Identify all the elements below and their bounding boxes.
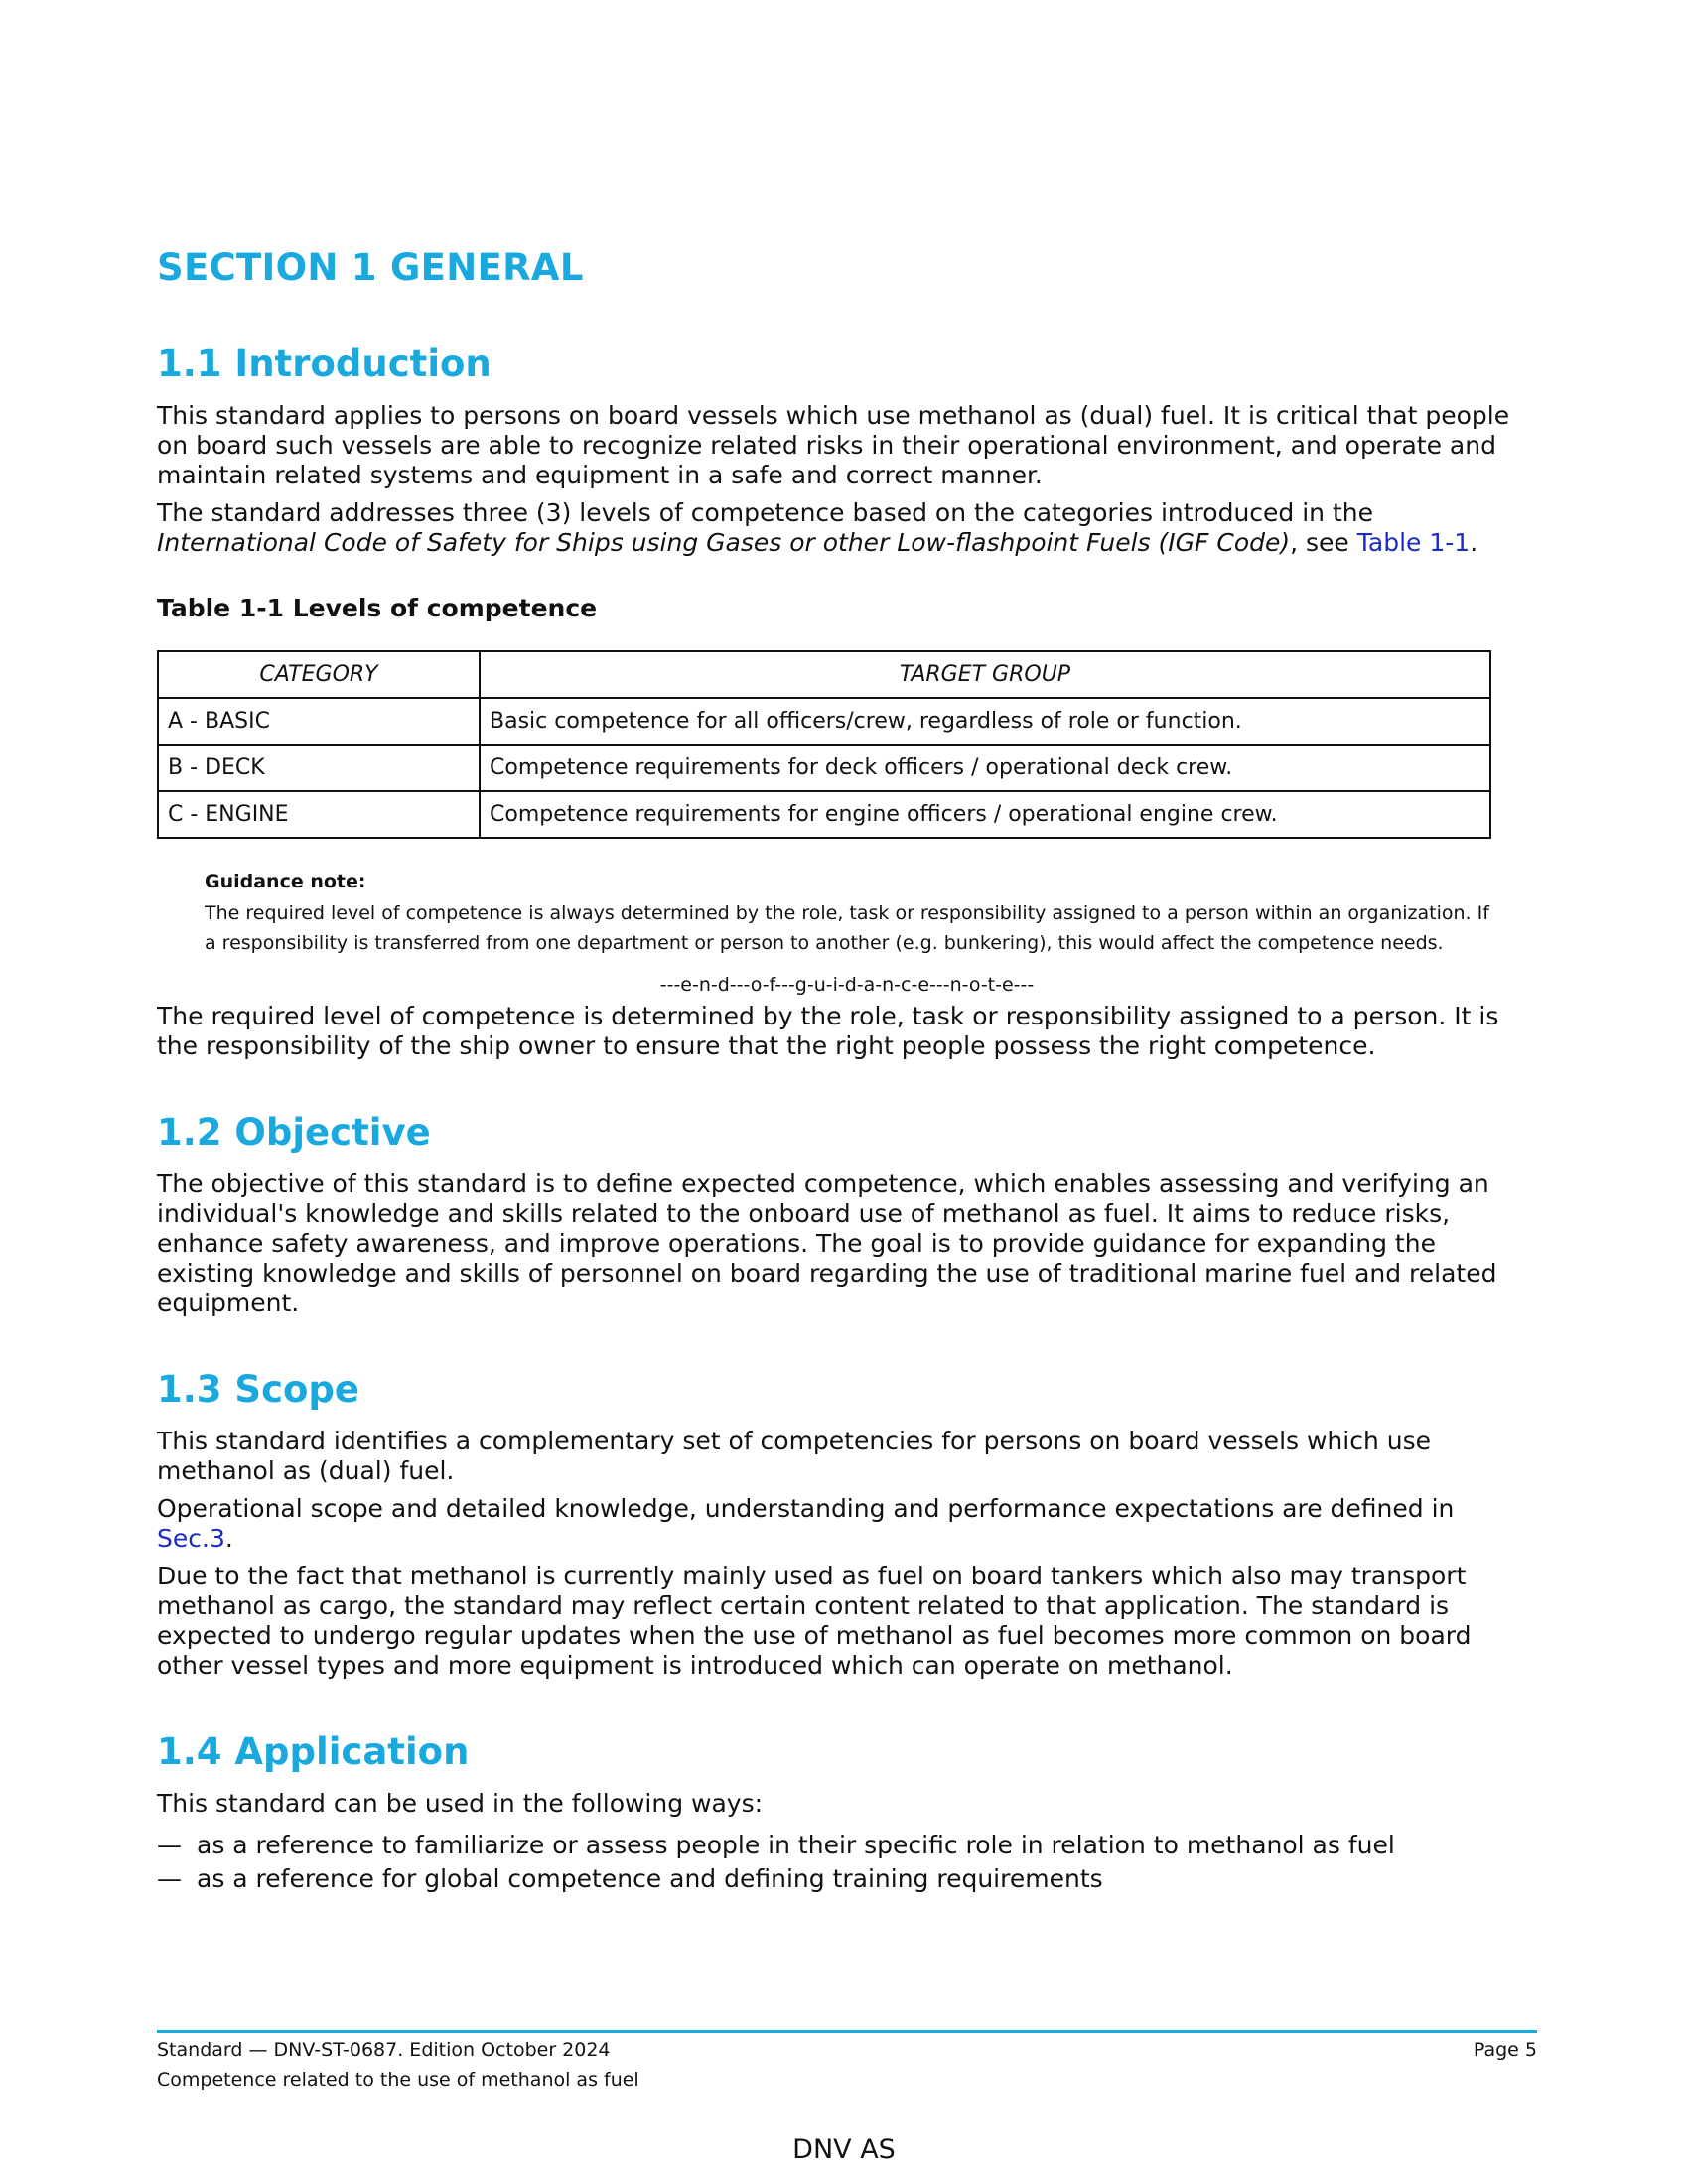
table-cell-category: A - BASIC xyxy=(158,698,480,745)
table-cell-target-group: Competence requirements for engine officers / operational engine crew. xyxy=(480,791,1490,838)
objective-paragraph: The objective of this standard is to define expected competence, which enables assessing and verifying an individual's knowledge and skills related to the onboard use of methanol as fuel. It aims to reduce risks, enhance safety awareness, and improve operations. The goal is to provide guidance for expanding the existing knowledge and skills of personnel on board regarding the use of traditional marine fuel and related equipment. xyxy=(157,1169,1497,1317)
table-header-category: CATEGORY xyxy=(158,651,480,698)
footer-document-title: Competence related to the use of methanol as fuel xyxy=(157,2069,639,2091)
igf-code-title: International Code of Safety for Ships using Gases or other Low-flashpoint Fuels (IGF Code) xyxy=(157,528,1291,557)
table-cell-target-group: Competence requirements for deck officers / operational deck crew. xyxy=(480,745,1490,791)
scope-paragraph-3: Due to the fact that methanol is currently mainly used as fuel on board tankers which also may transport methanol as cargo, the standard may reflect certain content related to that application. The standard is expected to undergo regular updates when the use of methanol as fuel becomes more common on board other vessel types and more equipment is introduced which can operate on methanol. xyxy=(157,1562,1472,1680)
guidance-note xyxy=(205,867,1495,958)
heading-application: 1.4 Application xyxy=(157,1730,470,1773)
guidance-note-text: The required level of competence is always determined by the role, task or responsibility assigned to a person within an organization. If a responsibility is transferred from one department or person to another (e.g. bunkering), this would affect the competence needs. xyxy=(205,902,1489,954)
intro-p2-text: The standard addresses three (3) levels of competence based on the categories introduced in the xyxy=(157,498,1373,527)
guidance-end-marker: ---e-n-d---o-f---g-u-i-d-a-n-c-e---n-o-t-e--- xyxy=(659,974,1035,996)
heading-scope: 1.3 Scope xyxy=(157,1368,360,1411)
table-cell-category: B - DECK xyxy=(158,745,480,791)
intro-paragraph-1: This standard applies to persons on board vessels which use methanol as (dual) fuel. It is critical that people on board such vessels are able to recognize related risks in their operational environment, and operate and maintain related systems and equipment in a safe and correct manner. xyxy=(157,401,1510,489)
list-item-text: as a reference for global competence and defining training requirements xyxy=(197,1864,1103,1893)
footer-divider xyxy=(157,2030,1537,2033)
table-caption: Table 1-1 Levels of competence xyxy=(157,594,598,622)
footer-standard-edition: Standard — DNV-ST-0687. Edition October 2024 xyxy=(157,2039,611,2061)
footer-company: DNV AS xyxy=(792,2134,896,2165)
intro-paragraph-3: The required level of competence is determined by the role, task or responsibility assigned to a person. It is the responsibility of the ship owner to ensure that the right people possess the right competence. xyxy=(157,1002,1499,1060)
intro-p2-see: , see xyxy=(1290,528,1357,557)
intro-p2-period: . xyxy=(1470,528,1478,557)
competence-levels-table xyxy=(157,650,1491,839)
application-list xyxy=(157,1829,1537,1896)
section-title: SECTION 1 GENERAL xyxy=(157,246,584,289)
table-header-target-group: TARGET GROUP xyxy=(480,651,1490,698)
scope-p2-text: Operational scope and detailed knowledge, understanding and performance expectations are defined in xyxy=(157,1494,1455,1523)
list-item xyxy=(157,1862,1537,1896)
dash-bullet: — xyxy=(157,1864,182,1893)
table-cell-category: C - ENGINE xyxy=(158,791,480,838)
table-row xyxy=(158,698,1490,745)
guidance-note-title: Guidance note: xyxy=(205,871,366,892)
heading-introduction: 1.1 Introduction xyxy=(157,342,492,385)
application-paragraph: This standard can be used in the following ways: xyxy=(157,1789,764,1818)
heading-objective: 1.2 Objective xyxy=(157,1111,431,1154)
scope-paragraph-1: This standard identifies a complementary set of competencies for persons on board vessels which use methanol as (dual) fuel. xyxy=(157,1427,1432,1485)
table-row xyxy=(158,791,1490,838)
sec-3-link[interactable]: Sec.3 xyxy=(157,1524,225,1553)
table-header-row xyxy=(158,651,1490,698)
table-row xyxy=(158,745,1490,791)
list-item xyxy=(157,1829,1537,1862)
table-cell-target-group: Basic competence for all officers/crew, regardless of role or function. xyxy=(480,698,1490,745)
footer-page-number: Page 5 xyxy=(1473,2039,1537,2061)
page-content xyxy=(157,246,1537,1896)
table-1-1-link[interactable]: Table 1-1 xyxy=(1356,528,1471,557)
scope-p2-period: . xyxy=(224,1524,233,1553)
dash-bullet: — xyxy=(157,1831,182,1859)
list-item-text: as a reference to familiarize or assess people in their specific role in relation to methanol as fuel xyxy=(197,1831,1395,1859)
intro-paragraph-2 xyxy=(157,498,1537,558)
scope-paragraph-2 xyxy=(157,1494,1537,1554)
